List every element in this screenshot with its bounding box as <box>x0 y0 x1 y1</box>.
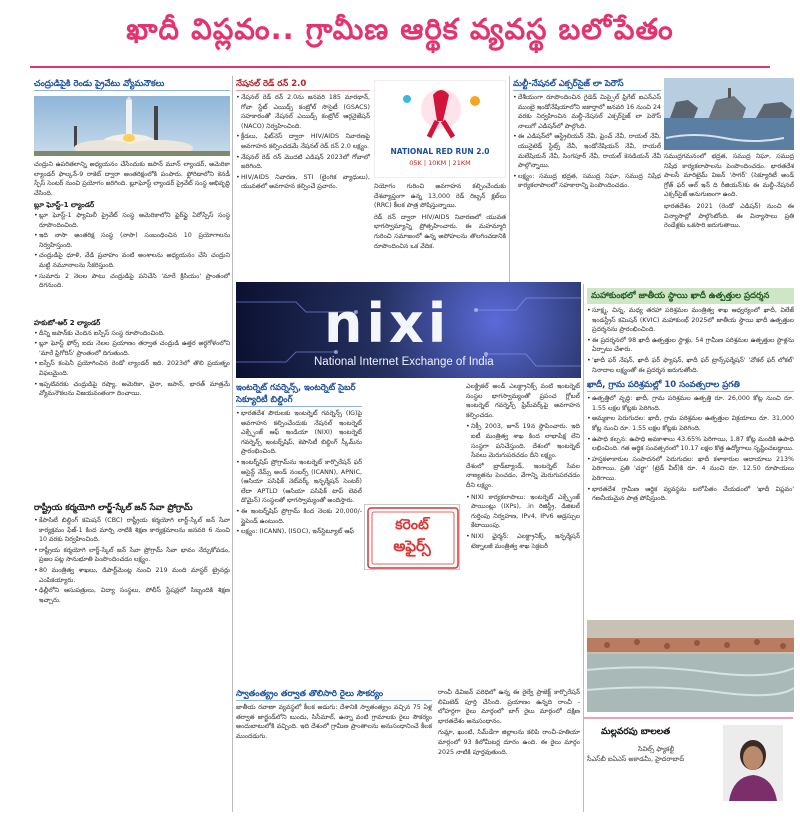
moon-article-title: చంద్రుడిపైకి రెండు ప్రైవేటు వ్యోమనౌకలు <box>34 78 230 91</box>
list-item: • 'ఖాదీ ఫర్ నేషన్, ఖాదీ ఫర్ ఫ్యాషన్, ఖాదీ ఫర్ ట్రాన్స్‌ఫర్మేషన్' 'వోకల్ ఫర్ లోకల్' నినాదాల లక్ష్యంతో ఈ ప్రదర్శన జరుగుతోంది. <box>587 356 794 375</box>
list-item: • చంద్రుడిపై ధూళి, వేడి ప్రవాహం వంటి అంశాలను అధ్యయనం చేసి చంద్రుని మట్టి నమూనాలను సేకరిస్తుంది. <box>34 251 230 270</box>
list-item: • ఇది నాసా అంతరిక్ష సంస్థ (నాసా) సంబంధించిన 10 ప్రయోగాలను నిర్వహిస్తుంది. <box>34 231 230 250</box>
author-photo <box>723 725 783 801</box>
author-avatar <box>723 725 783 801</box>
nixi-logo: nixi <box>324 292 451 355</box>
author-box <box>583 717 793 812</box>
column-divider <box>232 76 233 812</box>
rail-para: జాతీయ రవాణా వ్యవస్థలో కీలక అడుగు: దేశానికి స్వాతంత్య్రం వచ్చిన 75 ఏళ్ల తర్వాత జార్ఖండ్‌లోని బుందు, సిసీమాల్, ఉన్నా వంటి గ్రామాలకు రైలు సౌకర్యం అందుబాటులోకి వచ్చింది. ఇది దేశంలో గ్రామీణ ప్రాంతాలను అనుసంధానించే కీలక ముందడుగు. <box>236 704 432 740</box>
list-item: • NIXI కార్యకలాపాలు: ఇంటర్నెట్ ఎక్స్ఛేంజ్ పాయింట్లు (IXPs), .in రిజిస్ట్రీ, డిజిటల్ గుర్తింపు నిర్వహణ, IPv4, IPv6 అడ్రస్సుల కేటాయింపు. <box>466 493 580 531</box>
internet-governance-title: ఇంటర్నెట్ గవర్నెన్స్, ఇంటర్నెట్ సైబర్ సెక్యూరిటీ బిల్డింగ్ <box>236 382 362 407</box>
current-affairs-stamp <box>364 504 460 570</box>
list-item: • లక్ష్యం: (ICANN), (ISOC), ఇన్‌స్టిట్యూట్ ఆఫ్ <box>236 527 362 537</box>
list-item: • ఢిల్లీలోని ఆసుపత్రులు, విద్యా సంస్థలు, పోలీస్ స్టేషన్లలో సిబ్బందికి శిక్షణ ఇచ్చారు. <box>34 586 230 605</box>
hakuto-section <box>34 316 230 502</box>
page-headline: ఖాదీ విప్లవం.. గ్రామీణ ఆర్థిక వ్యవస్థ బలోపేతం <box>126 12 674 46</box>
list-item: • ఈ ఎడిషన్‌లో ఆస్ట్రేలియన్ నేవీ, ఫ్రెంచ్ నేవీ, రాయల్ నేవీ, యునైటెడ్ స్టేట్స్ నేవీ, ఇండోనేషియన్ నేవీ, రాయల్ మలేషియన్ నేవీ, సింగపూర్ నేవీ, రాయల్ కెనడియన్ నేవీ పాల్గొన్నాయి. <box>513 132 661 170</box>
naval-ships-photo <box>664 78 794 150</box>
kumbh-crowd-photo <box>587 620 794 712</box>
list-item: • దీన్ని జపాన్‌కు చెందిన ఐస్పేస్ సంస్థ రూపొందించింది. <box>34 329 230 339</box>
la-perouse-title: మల్టీ-నేషనల్ ఎక్సర్‌సైజ్ లా పెరౌస్ <box>513 78 661 91</box>
moon-article-body <box>34 160 230 310</box>
list-item: • భారతదేశ పౌరులకు ఇంటర్నెట్ గవర్నెన్స్ (IG)పై అవగాహన కల్పించేందుకు నేషనల్ ఇంటర్నెట్ ఎక్స్ఛేంజ్ ఆఫ్ ఇండియా (NIXI) ఇంటర్నెట్ గవర్నెన్స్ ఇంటర్న్‌షిప్, కెపాసిటీ బిల్డింగ్ స్కీమ్‌ను ప్రారంభించింది. <box>236 409 362 457</box>
list-item: • HIV/AIDS నివారణ, STI (లైంగిక వ్యాధులు), యువతలో అవగాహన కల్పించే ప్రచారం. <box>236 173 370 192</box>
list-item: • రాష్ట్రీయ కర్మయోగి లార్జ్-స్కేల్ జన్ సేవా ప్రోగ్రామ్ సేవా భావం నేర్చుకోవడం, ప్రజల పట్ల సానుభూతి పెంపొందించడం లక్ష్యం. <box>34 546 230 565</box>
red-run-para: నియోగం గురించి అవగాహన కల్పించేందుకు దేశవ్యాప్తంగా ఉన్న 13,000 రెడ్ రిబ్బన్ క్లబ్‌లు (RRC) కీలక పాత్ర పోషిస్తున్నాయి. <box>374 183 506 210</box>
list-item: • ఈ ప్రదర్శనలో 98 ఖాదీ ఉత్పత్తుల స్టాళ్లు, 54 గ్రామీణ పరిశ్రమల ఉత్పత్తుల స్టాళ్లను ఏర్పాటు చేశారు. <box>587 336 794 355</box>
red-run-para-2: రెడ్ రన్ ద్వారా HIV/AIDS నివారణలో యువత భాగస్వామ్యాన్ని ప్రోత్సహించారు. ఈ మహమ్మారి గురించి సమాజంలో ఉన్న అపోహలను తొలగించడానికి రూపొందించిన ఒక వేదిక. <box>374 213 506 250</box>
internet-governance-section <box>236 382 362 682</box>
karmayogi-section <box>34 502 230 812</box>
hakuto-subhead: హకుటో-ఆర్ 2 ల్యాండర్ <box>34 319 101 327</box>
list-item: • ఐస్పేస్ కంపెనీ ప్రయోగించిన రెండో ల్యాండర్ ఇది. 2023లో తొలి ప్రయత్నం విఫలమైంది. <box>34 359 230 378</box>
stamp-line-1: కరెంట్ <box>395 517 429 533</box>
list-item: • భారతదేశ గ్రామీణ ఆర్థిక వ్యవస్థను బలోపేతం చేయడంలో 'ఖాదీ విప్లవం' గణనీయమైన పాత్ర పోషిస్తుంది. <box>587 485 794 504</box>
crowd-river-illustration <box>587 620 794 712</box>
nixi-subtitle: National Internet Exchange of India <box>314 356 494 368</box>
list-item: • క్రీడలు, ఫిట్‌నెస్ ద్వారా HIV/AIDS నివారణపై అవగాహన కల్పించడమే నేషనల్ రెడ్ రన్ 2.0 లక్ష్యం. <box>236 132 370 151</box>
rocket-launch-photo <box>34 96 230 156</box>
list-item: • బ్లూ ఘోస్ట్-1 ఫ్యామిలీ ప్రైవేట్ సంస్థ అమెరికాలోని ఫైర్‌ఫ్లై ఏరోస్పేస్ సంస్థ రూపొందించింది. <box>34 211 230 230</box>
rail-para-3: గుమ్లా, ఖుంటి, సిమ్‌డేగా జిల్లాలను కలిపి రాంచీ-హతియా మార్గంలో 93 కిలోమీటర్ల దూరం ఉంది. ఈ రైలు మార్గం 2025 నాటికి పూర్తవుతుంది. <box>438 729 580 756</box>
list-item: • ఉత్పత్తిలో వృద్ధి: ఖాదీ, గ్రామ పరిశ్రమల ఉత్పత్తి రూ. 26,000 కోట్ల నుంచి రూ. 1.55 లక్షల కోట్లకు పెరిగింది. <box>587 394 794 413</box>
nixi-banner <box>236 282 581 378</box>
list-item: • NIXI ఛైర్మన్: ఎలక్ట్రానిక్స్, ఇన్ఫర్మేషన్ టెక్నాలజీ మంత్రిత్వ శాఖ సెక్రటరీ <box>466 532 580 551</box>
moon-intro: చంద్రుని ఉపరితలాన్ని అధ్యయనం చేసేందుకు జపాన్ మూన్ ల్యాండర్, అమెరికా ల్యాండర్ ఫాల్కన్-9 రాకెట్ ద్వారా అంతరిక్షంలోకి పంపారు. ఫ్లోరిడాలోని కెనడీ స్పేస్ సెంటర్ నుంచి ప్రయోగం జరిగింది. బ్లూఘోస్ట్ ల్యాండర్ ప్రైవేట్ సంస్థ అభివృద్ధి చేసింది. <box>34 161 230 197</box>
nixi-details-text <box>466 382 580 682</box>
list-item: • దేశీయంగా రూపొందించిన గైడెడ్ మిస్సైల్ ఫ్రిగేట్ ఐఎన్‌ఎస్ ముంబై ఇండోనేషియాలోని జకార్తాలో జనవరి 16 నుంచి 24 వరకు నిర్వహించిన మల్టీ-నేషనల్ ఎక్సర్‌సైజ్ లా పెరౌస్ నాలుగో ఎడిషన్‌లో పాల్గొంది. <box>513 93 661 131</box>
la-perouse-para-2: భారతదేశం 2021 (రెండో ఎడిషన్) నుంచి ఈ విన్యాసాల్లో పాల్గొంటోంది. ఈ విన్యాసాలు ప్రతి రెండేళ్లకు ఒకసారి జరుగుతాయి. <box>664 202 794 230</box>
list-item: • నిక్సీ 2003, జూన్ 19న స్థాపించారు. ఇది ఐటీ మంత్రిత్వ శాఖ కింద లాభాపేక్ష లేని సంస్థగా పనిచేస్తుంది. దేశంలో ఇంటర్నెట్ సేవలు మెరుగుపరచడం దీని లక్ష్యం. <box>466 422 580 460</box>
list-item: • అమ్మకాల పెరుగుదల: ఖాదీ, గ్రామ పరిశ్రమల ఉత్పత్తుల విక్రయాలు రూ. 31,000 కోట్ల నుంచి రూ. 1.55 లక్షల కోట్లకు పెరిగింది. <box>587 414 794 433</box>
list-item: • ఇప్పటివరకు చంద్రుడిపై రష్యా, అమెరికా, చైనా, జపాన్, భారత్ మాత్రమే వ్యోమనౌకలను విజయవంతంగా దించాయి. <box>34 380 230 399</box>
red-run-poster <box>374 80 506 178</box>
list-item: • సుమారు 2 నెలల పాటు చంద్రుడిపై పనిచేసి 'మారే క్రిసియం' ప్రాంతంలో దిగనుంది. <box>34 272 230 291</box>
rail-left <box>236 688 432 812</box>
ships-illustration <box>664 78 794 150</box>
headline-divider <box>30 66 770 68</box>
list-item: • 80 మంత్రిత్వ శాఖలు, డిపార్ట్‌మెంట్ల నుంచి 219 మంది మాస్టర్ ట్రైనర్లు ఎంపికయ్యారు. <box>34 566 230 585</box>
khadi-title: మహాకుంభలో జాతీయ స్థాయి ఖాదీ ఉత్పత్తుల ప్రదర్శన <box>587 288 794 304</box>
red-run-right-text <box>374 182 506 278</box>
list-item: • నేషనల్ రెడ్ రన్ మొదటి ఎడిషన్ 2023లో గోవాలో జరిగింది. <box>236 153 370 172</box>
list-item: • ఇంటర్న్‌షిప్ ప్రోగ్రామ్‌ను ఇంటర్నెట్ కార్పొరేషన్ ఫర్ అసైన్డ్ నేమ్స్ అండ్ నంబర్స్ (ICANN), APNIC, (ఆసియా పసిఫిక్ నెట్‌వర్క్ ఇన్ఫర్మేషన్ సెంటర్) లేదా APTLD (ఆసియా పసిఫిక్ టాప్ లెవల్ డొమైన్) సంస్థలతో భాగస్వామ్యంతో అందిస్తారు. <box>236 458 362 506</box>
list-item: • ఉపాధి కల్పన: ఉపాధి అవకాశాలు 43.65% పెరిగాయి, 1.87 కోట్ల మందికి ఉపాధి లభించింది. గత ఆర్థిక సంవత్సరంలో 10.17 లక్షల కొత్త ఉద్యోగాలు సృష్టించబడ్డాయి. <box>587 435 794 454</box>
column-divider <box>509 76 510 282</box>
author-name: మల్లవరపు బాలలత <box>601 727 671 737</box>
rail-title: స్వాతంత్య్రం తర్వాత తొలిసారి రైలు సౌకర్యం <box>236 688 432 701</box>
author-org: సీఎస్‌బీ ఐఏఎస్ అకాడమీ, హైదరాబాద్ <box>587 755 685 763</box>
list-item: • లక్ష్యం: సముద్ర భద్రత, సముద్ర నిఘా, సముద్ర నిషేధ కార్యకలాపాలలో సహకారాన్ని పెంపొందించడం. <box>513 172 661 191</box>
blue-ghost-subhead: బ్లూ ఘోస్ట్-1 ల్యాండర్ <box>34 201 95 210</box>
author-role: సివిల్స్ ఫ్యాకల్టీ <box>638 745 675 753</box>
red-run-poster-distances: 05K | 10KM | 21KM <box>409 159 471 167</box>
rail-para-2: రాంచీ డివిజన్ పరిధిలో ఉన్న ఈ రైల్వే ప్రాజెక్ట్ కార్పొరేషన్ లిమిటెడ్ పూర్తి చేసింది. ప్రయాణం ఉన్నది రాంచీ - లోహర్దగా రైలు మార్గంలో బాగ్ రైలు మార్గంలో దక్షిణ భారతదేశం అనుసంధానం. <box>438 689 580 725</box>
red-run-section <box>236 78 370 278</box>
karmayogi-title: రాష్ట్రీయ కర్మయోగి లార్జ్-స్కేల్ జన్ సేవా ప్రోగ్రామ్ <box>34 503 193 513</box>
list-item: • నేషనల్ రెడ్ రన్ 2.0ను జనవరి 185 మారథాన్, గోవా స్టేట్ ఎయిడ్స్ కంట్రోల్ సొసైటీ (GSACS) సహకారంతో నేషనల్ ఎయిడ్స్ కంట్రోల్ ఆర్గనైజేషన్ (NACO) నిర్వహించింది. <box>236 93 370 131</box>
rocket-launch-illustration <box>34 96 230 156</box>
list-item: • కేపాసిటీ బిల్డింగ్ కమిషన్ (CBC) రాష్ట్రీయ కర్మయోగి లార్జ్-స్కేల్ జన్ సేవా కార్యక్రమం ఫేజ్-1 కింద మార్చి నాటికి శిక్షణ కార్యక్రమాలను జనవరి 6 నుంచి 10 వరకు నిర్వహించింది. <box>34 516 230 545</box>
la-perouse-right-text <box>664 152 794 284</box>
list-item: • సూక్ష్మ, చిన్న, మధ్య తరహా పరిశ్రమల మంత్రిత్వ శాఖ ఆధ్వర్యంలో ఖాదీ, విలేజ్ ఇండస్ట్రీస్ కమిషన్ (KVIC) మహాకుంభ్ 2025లో జాతీయ స్థాయి ఖాదీ ఉత్పత్తుల ప్రదర్శనను ప్రారంభించింది. <box>587 306 794 335</box>
stamp-line-2: అఫైర్స్ <box>393 537 431 555</box>
red-run-poster-title: NATIONAL RED RUN 2.0 <box>390 147 490 156</box>
nixi-para-3: దేశంలో బ్రాడ్‌బ్యాండ్, ఇంటర్నెట్ సేవల నాణ్యతను పెంచడం, వేగాన్ని మెరుగుపరచడం దీని లక్ష్యం. <box>466 462 580 489</box>
rail-section <box>236 688 580 812</box>
list-item: • ఈ ఇంటర్న్‌షిప్ ప్రోగ్రామ్ కింద నెలకు 20,000/- స్టైపెండ్ ఉంటుంది. <box>236 507 362 526</box>
red-run-title: నేషనల్ రెడ్ రన్ 2.0 <box>236 78 370 91</box>
rail-right <box>438 688 580 812</box>
la-perouse-para: సముద్రగమనంలో భద్రత, సముద్ర నిఘా, సముద్ర నిషేధ కార్యకలాపాలను పెంపొందించడం. భారతదేశ పాలసీ మారిటైమ్ విజన్ 'సాగర్' (సెక్యూరిటీ అండ్ గ్రోత్ ఫర్ ఆల్ ఇన్ ది రీజియన్)కు ఈ మల్టీ-నేషనల్ ఎక్సర్‌సైజ్ అనుగుణంగా ఉంది. <box>664 153 794 199</box>
khadi-progress-title: ఖాదీ, గ్రామ పరిశ్రమల్లో 10 సంవత్సరాల ప్రగతి <box>587 379 794 392</box>
khadi-section <box>587 288 794 618</box>
nixi-para-1: ఎలక్ట్రికల్ అండ్ ఎలక్ట్రానిక్స్ వంటి ఇంటర్నెట్ సంస్థల భాగస్వామ్యంతో ప్రపంచ గ్లోబల్ ఇంటర్నెట్ గవర్నెన్స్ ఫ్రేమ్‌వర్క్‌పై అవగాహన కల్పించడం. <box>466 383 580 419</box>
la-perouse-section <box>513 78 661 284</box>
list-item: • హస్తకళాకారుల సంపాదనలో పెరుగుదల: ఖాదీ కళాకారుల ఆదాయాలు 213% పెరిగాయి, ప్రతి 'చర్ఖా' (ట్రెడ్ వీల్)కి రూ. 4 నుంచి రూ. 12.50 రూపాయలు పెరిగాయి. <box>587 455 794 484</box>
list-item: • బ్లూ ఘోస్ట్ ఫోర్స్ ఐదు నెలల ప్రయాణం తర్వాత చంద్రుడి ఉత్తర అర్ధగోళంలోని 'మారే ఫ్రిగోరిస్' ప్రాంతంలో దిగుతుంది. <box>34 339 230 358</box>
